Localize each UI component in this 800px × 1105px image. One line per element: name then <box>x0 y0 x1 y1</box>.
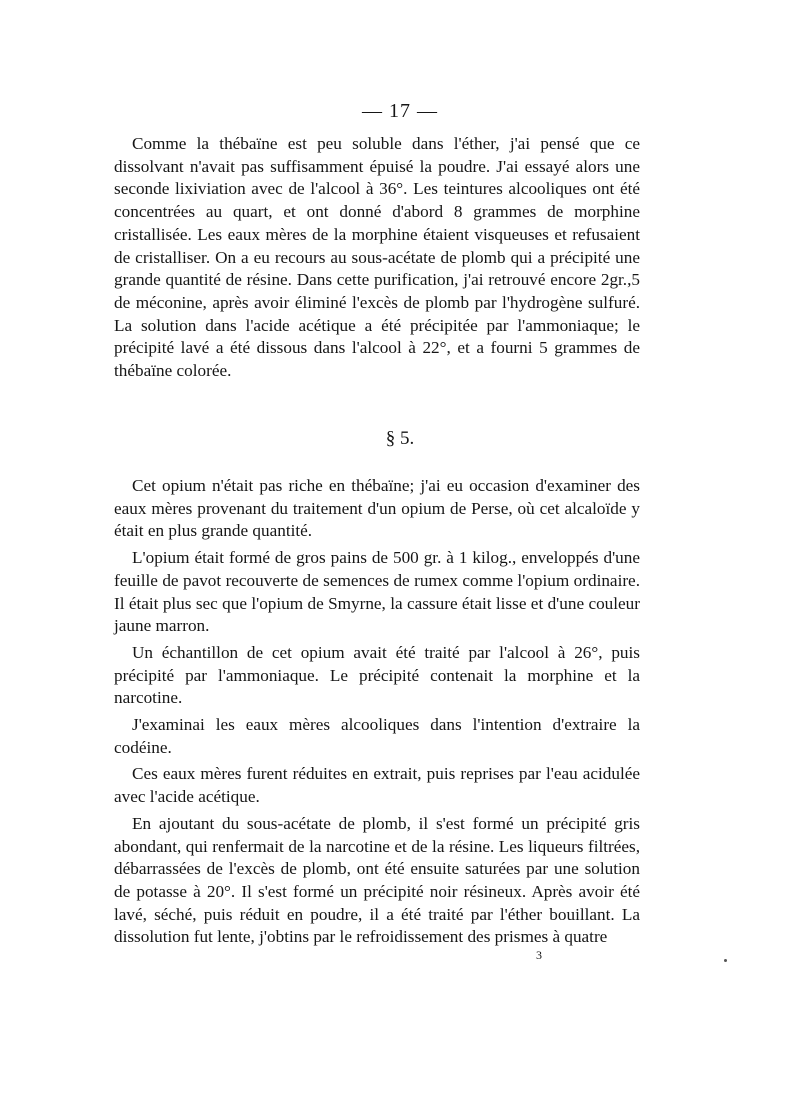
paragraph: Cet opium n'était pas riche en thébaïne; j'ai eu occasion d'examiner des eaux mères provenant du traitement d'un opium de Perse, où cet alcaloïde y était en plus grande quantité. <box>114 476 640 541</box>
paragraph: En ajoutant du sous-acétate de plomb, il s'est formé un précipité gris abondant, qui renfermait de la narcotine et de la résine. Les liqueurs filtrées, débarrassées de l'excès de plomb, ont été ensuite saturées par une solution de potasse à 20°. Il s'est formé un précipité noir résineux. Après avoir été lavé, séché, puis réduit en poudre, il a été traité par l'éther bouillant. La dissolution fut lente, j'obtins par le refroidissement des prismes à quatre <box>114 813 640 947</box>
signature-mark: 3 <box>536 948 542 962</box>
ink-speck <box>724 959 727 962</box>
page-number: — 17 — <box>362 100 438 122</box>
paragraph: Ces eaux mères furent réduites en extrait, puis reprises par l'eau acidulée avec l'acide acétique. <box>114 764 640 807</box>
paragraph: Comme la thébaïne est peu soluble dans l'éther, j'ai pensé que ce dissolvant n'avait pas suffisamment épuisé la poudre. J'ai essayé alors une seconde lixiviation avec de l'alcool à 36°. Les teintures alcooliques ont été concentrées au quart, et ont donné d'abord 8 grammes de morphine cristallisée. Les eaux mères de la morphine étaient visqueuses et refusaient de cristalliser. On a eu recours au sous-acétate de plomb qui a précipité une grande quantité de résine. Dans cette purification, j'ai retrouvé encore 2gr.,5 de méconine, après avoir éliminé l'excès de plomb par l'hydrogène sulfuré. La solution dans l'acide acétique a été précipitée par l'ammoniaque; le précipité lavé a été dissous dans l'alcool à 22°, et a fourni 5 grammes de thébaïne colorée. <box>114 134 640 381</box>
paragraph: L'opium était formé de gros pains de 500 gr. à 1 kilog., enveloppés d'une feuille de pavot recouverte de semences de rumex comme l'opium ordinaire. Il était plus sec que l'opium de Smyrne, la cassure était lisse et d'une couleur jaune marron. <box>114 548 640 636</box>
paragraph: J'examinai les eaux mères alcooliques dans l'intention d'extraire la codéine. <box>114 715 640 757</box>
text-block-upper <box>114 133 640 387</box>
section-heading: § 5. <box>385 428 415 449</box>
paragraph: Un échantillon de cet opium avait été traité par l'alcool à 26°, puis précipité par l'ammoniaque. Le précipité contenait la morphine et la narcotine. <box>114 642 640 708</box>
text-block-lower <box>114 475 640 953</box>
